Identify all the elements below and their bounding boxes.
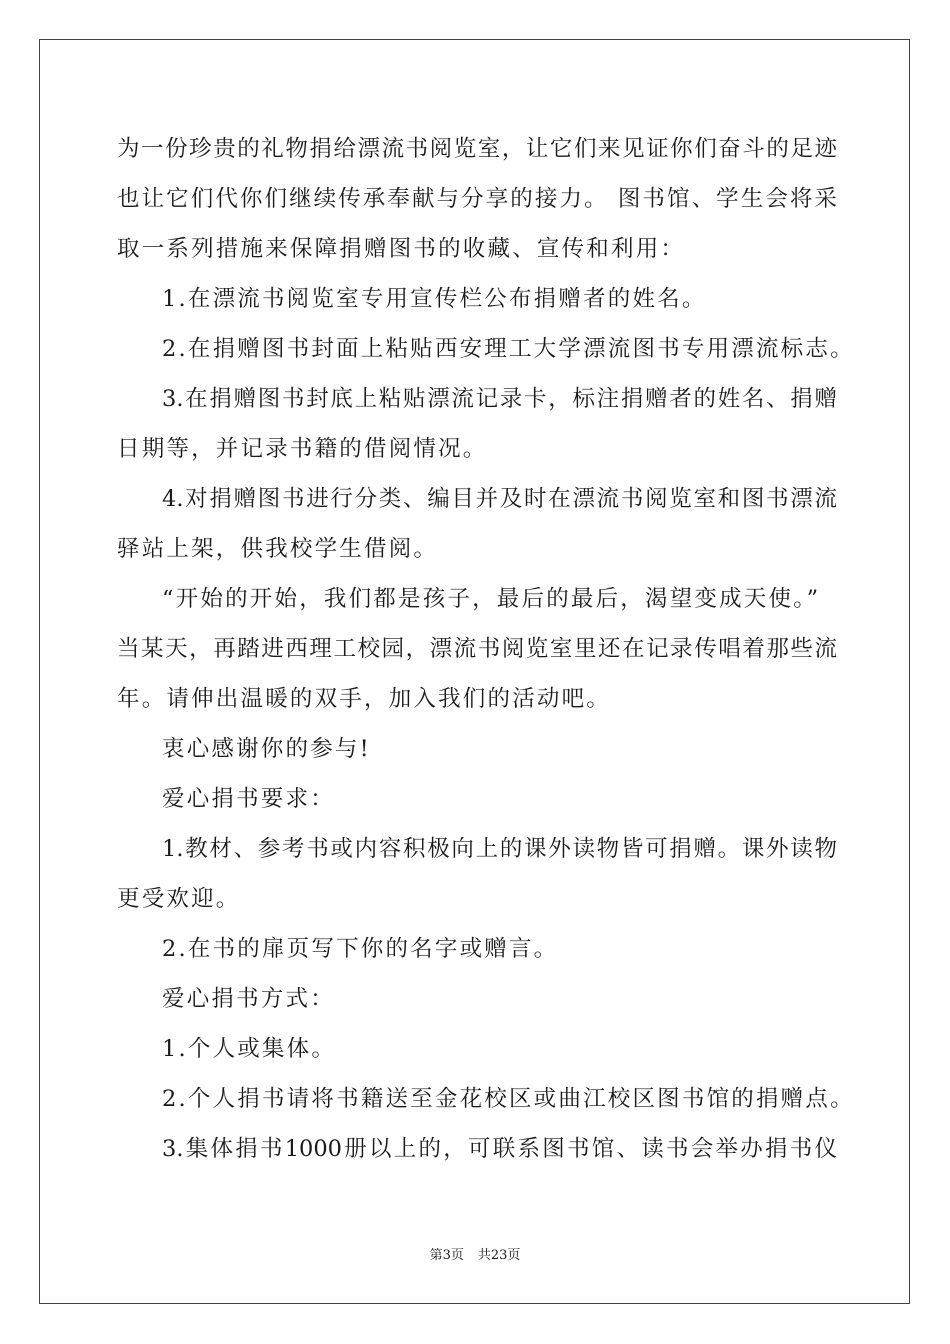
text-line: 日期等，并记录书籍的借阅情况。 <box>117 436 488 462</box>
text-line: 当某天，再踏进西理工校园，漂流书阅览室里还在记录传唱着那些流 <box>117 636 837 662</box>
page-number: 第3页 <box>429 1248 464 1263</box>
text-line: 年。请伸出温暖的双手，加入我们的活动吧。 <box>117 686 612 712</box>
list-item: 1.个人或集体。 <box>162 1036 337 1062</box>
page-total: 共23页 <box>477 1248 521 1263</box>
text-line: 驿站上架，供我校学生借阅。 <box>117 536 439 562</box>
list-item: 2.在捐赠图书封面上粘贴西安理工大学漂流图书专用漂流标志。 <box>162 336 855 362</box>
list-item: 1.在漂流书阅览室专用宣传栏公布捐赠者的姓名。 <box>162 286 707 312</box>
list-item: 3.集体捐书1000册以上的，可联系图书馆、读书会举办捐书仪 <box>162 1136 837 1162</box>
page-border <box>39 39 910 1304</box>
list-item: 2.个人捐书请将书籍送至金花校区或曲江校区图书馆的捐赠点。 <box>162 1086 855 1112</box>
section-heading: 爱心捐书方式： <box>162 986 335 1012</box>
quote-line: “开始的开始，我们都是孩子，最后的最后，渴望变成天使。” <box>162 586 821 612</box>
text-line: 衷心感谢你的参与! <box>162 736 371 762</box>
text-line: 为一份珍贵的礼物捐给漂流书阅览室，让它们来见证你们奋斗的足迹 <box>117 136 837 162</box>
section-heading: 爱心捐书要求： <box>162 786 335 812</box>
text-line: 也让它们代你们继续传承奉献与分享的接力。 图书馆、学生会将采 <box>117 186 837 212</box>
list-item: 4.对捐赠图书进行分类、编目并及时在漂流书阅览室和图书漂流 <box>162 486 837 512</box>
page-footer <box>0 1248 950 1264</box>
text-line: 更受欢迎。 <box>117 886 241 912</box>
list-item: 3.在捐赠图书封底上粘贴漂流记录卡，标注捐赠者的姓名、捐赠 <box>162 386 837 412</box>
list-item: 1.教材、参考书或内容积极向上的课外读物皆可捐赠。课外读物 <box>162 836 837 862</box>
text-line: 取一系列措施来保障捐赠图书的收藏、宣传和利用： <box>117 236 686 262</box>
list-item: 2.在书的扉页写下你的名字或赠言。 <box>162 936 559 962</box>
